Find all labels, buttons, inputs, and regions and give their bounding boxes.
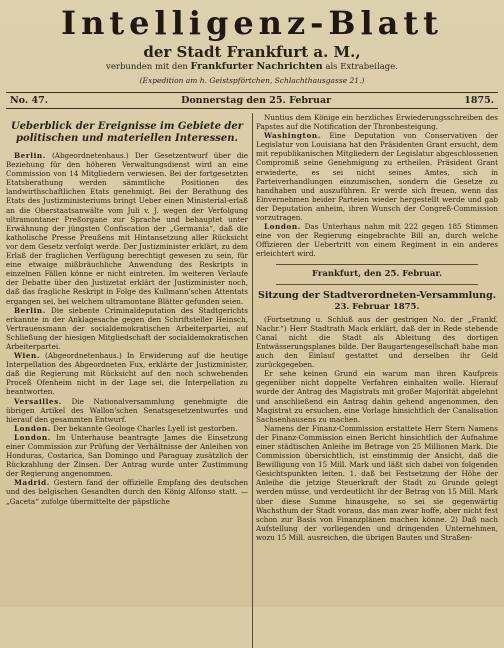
- newspaper-subtitle: der Stadt Frankfurt a. M.,: [143, 43, 361, 61]
- sitzung-heading: Sitzung der Stadtverordneten-Versammlung.: [257, 289, 497, 301]
- sitzung-date: 23. Februar 1875.: [334, 301, 420, 312]
- news-item: [256, 424, 498, 542]
- newspaper-title: Intelligenz-Blatt: [61, 4, 443, 42]
- news-text: Nuntius dem Könige ein herzliches Erwiederungsschreiben des Papstes auf die Notification der Thronbesteigung.: [256, 113, 498, 132]
- news-text: Der bekannte Geologe Charles Lyell ist gestorben.: [53, 423, 238, 433]
- news-item: [6, 424, 248, 433]
- dateline-place: Madrid.: [14, 478, 50, 488]
- newspaper-tagline: [6, 61, 498, 73]
- dateline-place: Washington.: [264, 131, 321, 141]
- news-item: [6, 351, 248, 396]
- news-text: (Abgeordnetenhaus.) In Erwiderung auf die heutige Interpellation des Abgeordneten Fux, erklärte der Justizminister, daß die Regierung mit Rücksicht auf den noch schwebenden Proceß Ofenheim nicht in der Lage sei, die Interpellation zu beantworten.: [6, 351, 248, 397]
- dateline-place: London.: [14, 432, 51, 442]
- news-item: [6, 306, 248, 351]
- news-item: [6, 151, 248, 306]
- left-news-list: [6, 151, 248, 506]
- issue-date: Donnerstag den 25. Februar: [181, 95, 332, 106]
- tagline-bold: Frankfurter Nachrichten: [190, 61, 323, 72]
- dateline-place: London.: [264, 222, 301, 232]
- sitzung-report: [256, 315, 498, 542]
- tagline-suffix: als Extrabeilage.: [325, 62, 398, 72]
- tagline-prefix: verbunden mit den: [106, 62, 188, 72]
- news-text: Namens der Finanz-Commission erstattete Herr Stern Namens der Finanz-Commission einen Bericht hinsichtlich der Aufnahme einer städtischen Anleihe im Betrage von 25 Millionen Mark. Die Commission übersichtlich, ist einstimmig der Ansicht, daß die Bewilligung von 15 Mill. Mark und läßt sich dabei von folgenden Gesichtspunkten leiten. 1. daß bei Festsetzung der Höhe der Anleihe die jetzige Steuerkraft der Stadt zu Grunde gelegt werden müsse, und verdeutlicht ihr der Betrag von 15 Mill. Mark über diese Summe hinausgehe, so sei sie gegenwärtig Wachsthum der Stadt voraus, das man zwar hoffe, aber nicht fest schon zur Basis von Finanzplänen machen könne. 2) Daß nach Aufstellung der vorliegenden und dringenden Unternehmen, wozu 15 Mill. ausreichen, die übrigen Bauten und Straßen-: [256, 423, 498, 542]
- news-item: [256, 131, 498, 222]
- news-item: [256, 315, 498, 370]
- news-text: Das Unterhaus nahm mit 222 gegen 185 Stimmen eine von der Regierung eingebrachte Bill an, durch welche Offizieren der Uebertritt von einem Regiment in ein anderes erleichtert wird.: [256, 222, 498, 259]
- news-text: Er sehe keinen Grund ein warum man ihren Kaufpreis gegenüber nicht doppelte Verfahren einhalten wolle. Hierauf wurde der Antrag des Magistrats mit großer Majorität abgelehnt und anschließend ein Antrag dahin gehend angenommen, den Magistrat zu ersuchen, eine Vorlage hinsichtlich der Canalisation Sachsenhausens zu machen.: [256, 369, 498, 424]
- dateline-place: Berlin.: [14, 305, 46, 315]
- right-column: [256, 113, 498, 648]
- news-item: [6, 397, 248, 424]
- right-news-list: [256, 113, 498, 259]
- news-text: Gestern fand der offizielle Empfang des deutschen und des belgischen Gesandten durch den König Alfonso statt. — „Gaceta“ zufolge übermittelte der päpstliche: [6, 478, 248, 506]
- left-column: [6, 113, 248, 648]
- news-text: (Fortsetzung u. Schluß aus der gestrigen No. der „Frankf. Nachr.“) Herr Stadtrath Mack erklärt, daß der in Rede stehende Canal nicht die Stadt als Ableitung des dortigen Entwässerungsplanes bilde. Der Baugartengesellschaft habe man auch den Einlauf gestattet und derselben ihr Geld zurückgegeben.: [256, 314, 498, 370]
- news-text: (Abgeordnetenhaus.) Der Gesetzentwurf über die Beziehung für den höheren Verwaltungsdienst wird an eine Commission von 14 Mitgliedern verwiesen. Bei der fortgesetzten Etatsberathung werden sämmtliche Positionen des landwirthschaftlichen Etats genehmigt. Bei der Berathung des Etats des Justizministeriums bringt Ueber einen Ministerial-erlaß an die Oberstaatsanwälte vom Juli v. J. wegen der Verfolgung ultramontaner Preßorgane zur Sprache und behauptet unter Erwähnung der jüngsten Confiscation der „Germania“, daß die katholische Presse Preußens mit Hintansetzung aller Rücksicht vor dem Gesetz verfolgt werde. Der Justizminister erklärt, zu dem Erlaß der fraglichen Verfügung berechtigt gewesen zu sein, für eine etwaige mißbräuchliche Anwendung des Reskripts in einzelnen Fällen könne er nicht eintreten. Im weiteren Verlaufe der Debatte über den Justizetat erklärt der Justizminister noch, daß das fragliche Reskript in Folge des Kullmann'schen Attentats ergangen sei, bei welchem ultramontane Blätter gefunden seien.: [6, 151, 248, 306]
- column-divider: [252, 113, 253, 648]
- news-item: [6, 433, 248, 478]
- masthead: [6, 4, 498, 86]
- dateline-place: Berlin.: [14, 151, 46, 160]
- frankfurt-heading: Frankfurt, den 25. Februar.: [311, 268, 443, 279]
- news-text: Eine Deputation von Conservativen der Legislatur von Louisiana hat den Präsidenten Grant ersucht, dem mit republikanischen Mitgliedern der Legislatur abgeschlossenen Compromiß seine Genehmigung zu ertheilen. Präsident Grant erwiederte, es sei nicht seines Amtes, sich in Parteiverhandlungen einzumischen, sondern die Gesetze zu handhaben und auszuführen. Er werde sich freuen, wenn das Einvernehmen beider Parteien wieder hergestellt werde und gab der Deputation anheim, ihren Wunsch der Congreß-Commission vorzutragen.: [256, 131, 498, 223]
- dateline-place: Wien.: [14, 351, 40, 361]
- issue-dateline: [6, 92, 498, 109]
- news-item: [256, 369, 498, 424]
- issue-number: No. 47.: [10, 95, 48, 106]
- news-item: [256, 113, 498, 131]
- expedition-note: (Expedition am h. Geistspförtchen, Schlachthausgasse 21.): [139, 76, 365, 85]
- section-heading: Ueberblick der Ereignisse im Gebiete der politischen und materiellen Interessen.: [10, 121, 244, 144]
- news-text: Die siebente Criminaldeputation des Stadtgerichts erkannte in der Anklagesache gegen den Schriftsteller Heinsch, Vertrauensmann der socialdemokratischen Arbeiterpartei, auf Schließung der hiesigen Mitgliedschaft der socialdemokratischen Arbeiterpartei.: [6, 305, 248, 351]
- section-rule: [276, 264, 478, 265]
- news-item: [256, 222, 498, 258]
- dateline-place: Versailles.: [14, 396, 62, 406]
- article-columns: [6, 113, 498, 648]
- issue-year: 1875.: [464, 95, 494, 106]
- news-text: Im Unterhause beantragte James die Einsetzung einer Commission zur Prüfung der Verhältnisse der Anleihen von Honduras, Costarica, San Domingo und Paraguay zusätzlich der Rückzahlung der Zinsen. Der Antrag wurde unter Zustimmung der Regierung angenommen.: [6, 432, 248, 479]
- news-item: [6, 478, 248, 505]
- dateline-place: London.: [14, 423, 51, 433]
- section-rule: [276, 284, 478, 285]
- news-text: Die Nationalversammlung genehmigte die übrigen Artikel des Wallon'schen Senatsgesetzentwurfes und hierauf den gesammten Entwurf.: [6, 396, 248, 424]
